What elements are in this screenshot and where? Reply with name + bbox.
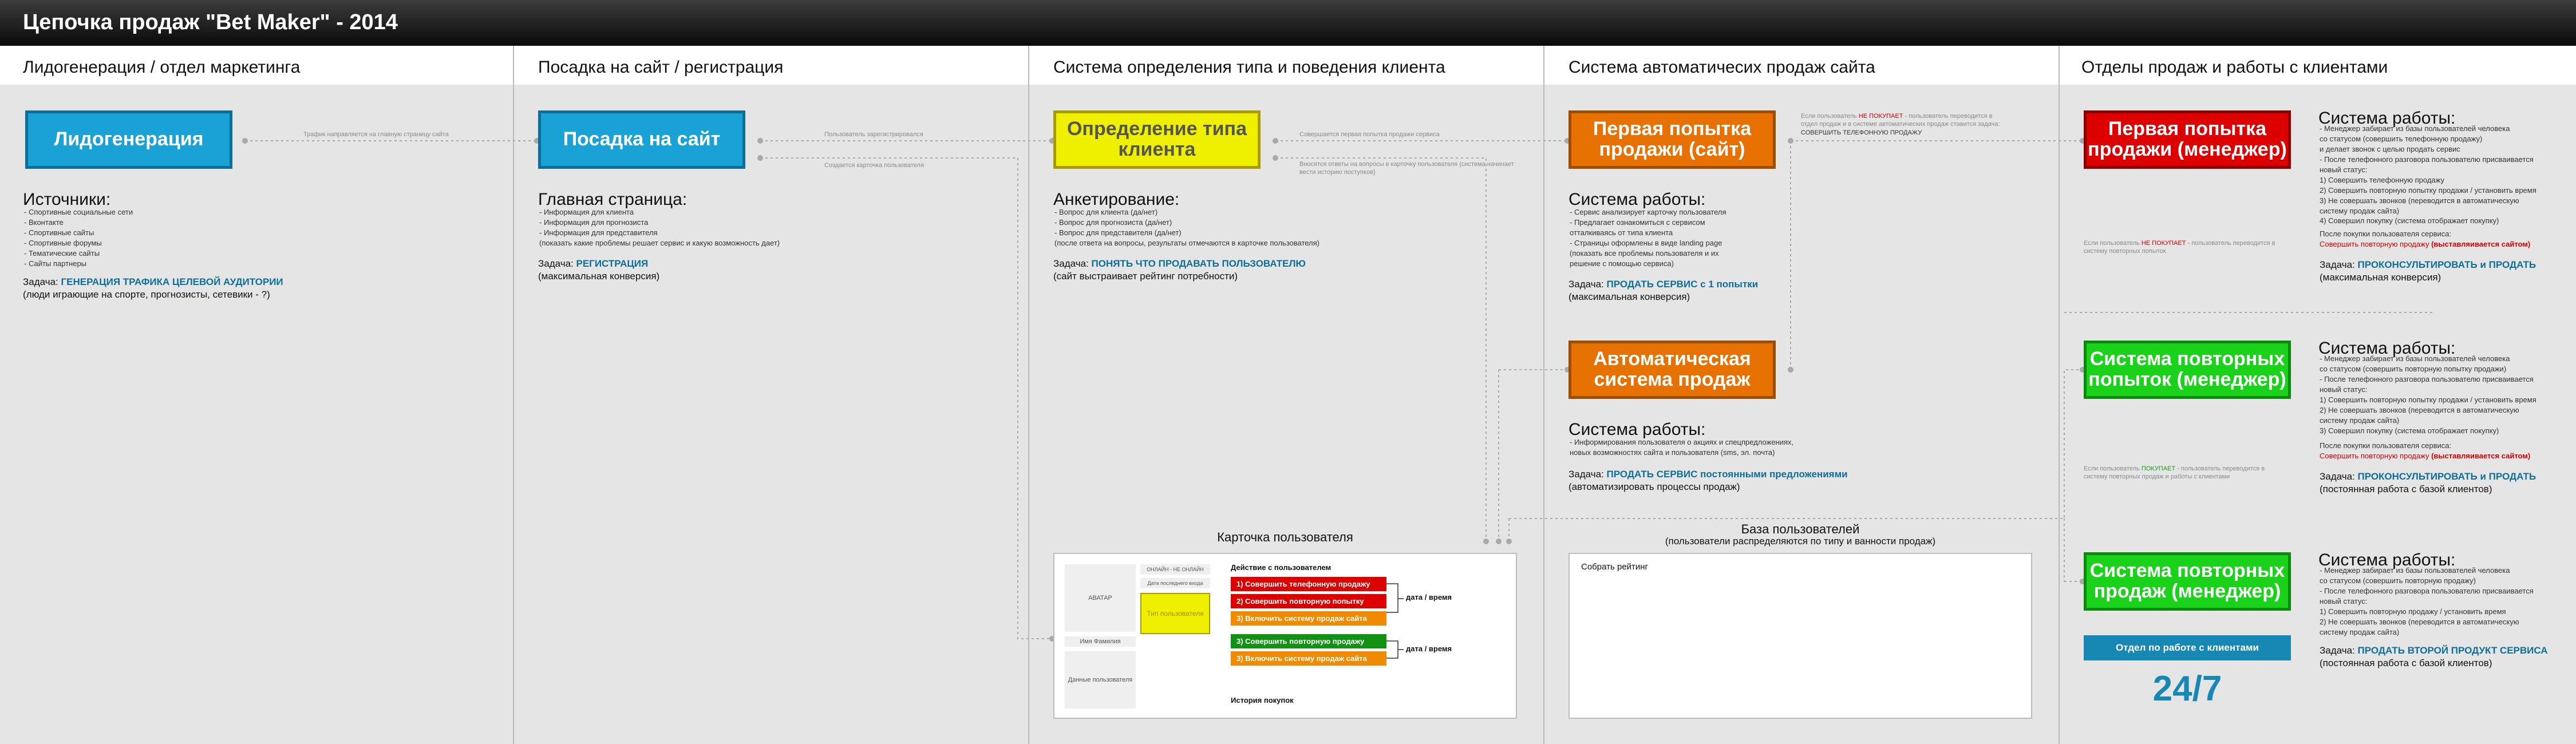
column-header-auto-sales: Система автоматичесих продаж сайта (1568, 58, 1875, 77)
sources-heading: Источники: (23, 190, 111, 209)
flow-note-site-to-manager: Если пользователь НЕ ПОКУПАЕТ - пользователь переводится в отдел продаж и в системе автоматических продаж ставится задача: СОВЕРШИТЬ ТЕЛЕФОННУЮ ПРОДАЖУ (1801, 113, 2000, 136)
user-db-panel (1568, 553, 2032, 719)
user-data: Данные пользователя (1065, 651, 1136, 709)
page-title: Цепочка продаж "Bet Maker" - 2014 (23, 10, 398, 34)
avatar: АВАТАР (1065, 564, 1136, 632)
purchase-history: История покупок (1231, 696, 1294, 705)
repeat-sales-box: Система повторных продаж (менеджер) (2084, 552, 2291, 611)
flow-note: Создается карточка пользователя (824, 162, 924, 169)
site-system-list: - Сервис анализирует карточку пользователя - Предлагает ознакомиться с сервисом отталкиваясь от типа клиента - Страницы оформлены в виде landing page (показать все проблемы пользователя и их решение с помощью сервиса) (1570, 208, 1726, 268)
user-type-box: Тип пользователя (1140, 593, 1210, 634)
date-time-label: дата / время (1406, 644, 1452, 653)
auto-system-list: - Информирования пользователя о акциях и спецпредложениях, новых возможностях сайта и пользователя (sms, эл. почта) (1570, 438, 1794, 457)
action-bracket (1386, 577, 1404, 668)
repeat-after-purchase: После покупки пользователя сервиса: Совершить повторную продажу (выставляивается сайтом) (2320, 441, 2531, 460)
first-manager-attempt-box: Первая попытка продажи (менеджер) (2084, 110, 2291, 169)
collect-rating: Собрать рейтинг (1581, 562, 1649, 572)
site-task: Задача: ПРОДАТЬ СЕРВИС с 1 попытки (максимальная конверсия) (1568, 279, 1759, 303)
repeat-task: Задача: ПРОКОНСУЛЬТИРОВАТЬ и ПРОДАТЬ (постоянная работа с базой клиентов) (2320, 471, 2537, 495)
last-login: Дата последнего входа (1140, 578, 1210, 588)
sources-list: - Спортивные социальные сети - Вконтакте - Спортивные сайты - Спортивные форумы - Тематические сайты - Сайты партнеры (24, 208, 133, 268)
action-enable-site-sales[interactable]: 3) Включить систему продаж сайта (1231, 611, 1386, 626)
user-card-panel (1053, 553, 1517, 719)
typedef-box: Определение типа клиента (1053, 110, 1261, 169)
resale-system-heading: Система работы: (2318, 551, 2456, 569)
online-status: ОНЛАЙН - НЕ ОНЛАЙН (1140, 564, 1210, 575)
survey-heading: Анкетирование: (1053, 190, 1180, 209)
survey-list: - Вопрос для клиента (да/нет) - Вопрос для прогнозиста (да/нет) - Вопрос для представителя (да/нет) (после ответа на вопросы, результаты отмечаются в карточке пользователя) (1054, 208, 1319, 247)
action-repeat-sale[interactable]: 3) Совершить повторную продажу (1231, 634, 1386, 648)
landing-task: Задача: РЕГИСТРАЦИЯ (максимальная конверсия) (538, 258, 660, 282)
user-db-subtitle: (пользователи распределяются по типу и ванности продаж) (1665, 536, 1936, 547)
user-card-title: Карточка пользователя (1217, 530, 1353, 544)
mgr-after-purchase: После покупки пользователя сервиса: Совершить повторную продажу (выставляивается сайтом) (2320, 229, 2531, 248)
leadgen-task: Задача: ГЕНЕРАЦИЯ ТРАФИКА ЦЕЛЕВОЙ АУДИТОРИИ (люди играющие на спорте, прогнозисты, сетевики - ?) (23, 276, 283, 300)
typedef-task: Задача: ПОНЯТЬ ЧТО ПРОДАВАТЬ ПОЛЬЗОВАТЕЛЮ (сайт выстраивает рейтинг потребности) (1053, 258, 1306, 282)
hours-label: 24/7 (2152, 669, 2222, 709)
action-repeat-attempt[interactable]: 2) Совершить повторную попытку (1231, 594, 1386, 608)
action-enable-site-sales-2[interactable]: 3) Включить систему продаж сайта (1231, 651, 1386, 666)
flow-note-manager-to-repeat: Если пользователь НЕ ПОКУПАЕТ - пользователь переводится в систему повторных попыток (2084, 240, 2275, 255)
auto-system-heading: Система работы: (1568, 420, 1706, 439)
flow-note: Трафик направляется на главную страницу сайта (303, 131, 449, 138)
actions-title: Действие с пользователем (1231, 563, 1332, 572)
mgr-system-list: - Менеджер забирает из базы пользователей человека со статусом (совершить телефонную продажу) и делает звонок с целью продать сервис - После телефонного разговора пользователю присваивается новый статус: 1) Совершить телефонную продажу 2) Совершить повторную попытку продажи / установить время 3) Не совершать звонков (переводится в автоматическую систему продаж сайта) 4) Совершил покупку (система отображает покупку) (2320, 124, 2537, 225)
client-department-label: Отдел по работе с клиентами (2084, 635, 2291, 660)
flow-note: Вносятся ответы на вопросы в карточку пользователя (система начинает вести историю поступков) (1299, 161, 1514, 176)
repeat-system-heading: Система работы: (2318, 339, 2456, 358)
user-name: Имя Фамилия (1065, 636, 1136, 647)
column-header-sales-depts: Отделы продаж и работы с клиентами (2081, 58, 2388, 77)
resale-task: Задача: ПРОДАТЬ ВТОРОЙ ПРОДУКТ СЕРВИСА (постоянная работа с базой клиентов) (2320, 645, 2548, 669)
repeat-attempts-box: Система повторных попыток (менеджер) (2084, 341, 2291, 399)
action-phone-sale[interactable]: 1) Совершить телефонную продажу (1231, 577, 1386, 591)
first-site-attempt-box: Первая попытка продажи (сайт) (1568, 110, 1776, 169)
main-page-heading: Главная страница: (538, 190, 688, 209)
auto-sales-box: Автоматическая система продаж (1568, 341, 1776, 399)
user-db-title: База пользователей (1741, 522, 1860, 536)
column-header-landing: Посадка на сайт / регистрация (538, 58, 784, 77)
flow-note-repeat-to-sales: Если пользователь ПОКУПАЕТ - пользователь переводится в систему повторных продаж и работы с клиентами (2084, 465, 2265, 481)
auto-task: Задача: ПРОДАТЬ СЕРВИС постоянными предложениями (автоматизировать процессы продаж) (1568, 469, 1848, 493)
column-header-typedef: Система определения типа и поведения клиента (1053, 58, 1445, 77)
mgr-system-heading: Система работы: (2318, 109, 2456, 128)
repeat-system-list: - Менеджер забирает из базы пользователей человека со статусом (совершить повторную попытку продажи) - После телефонного разговора пользователю присваивается новый статус: 1) Совершить повторную попытку продажи / установить время 2) Не совершать звонков (переводится в автоматическую систему продаж сайта) 3) Совершил покупку (система отображает покупку) (2320, 354, 2537, 435)
flow-note: Пользователь зарегистрировался (824, 131, 923, 138)
flow-note: Совершается первая попытка продажи сервиса (1299, 131, 1440, 138)
main-page-list: - Информация для клиента - Информация для прогнозиста - Информация для представителя (показать какие проблемы решает сервис и какую возможность дает) (539, 208, 780, 247)
site-system-heading: Система работы: (1568, 190, 1706, 209)
column-header-marketing: Лидогенерация / отдел маркетинга (23, 58, 301, 77)
mgr-task: Задача: ПРОКОНСУЛЬТИРОВАТЬ и ПРОДАТЬ (максимальная конверсия) (2320, 259, 2537, 283)
date-time-label: дата / время (1406, 593, 1452, 601)
leadgen-box: Лидогенерация (25, 110, 232, 169)
resale-system-list: - Менеджер забирает из базы пользователей человека со статусом (совершить повторную продажу) - После телефонного разговора пользователю присваивается новый статус: 1) Совершить повторную продажу / установить время 2) Не совершать звонков (переводится в автоматическую систему продаж сайта) (2320, 566, 2534, 636)
landing-box: Посадка на сайт (538, 110, 745, 169)
